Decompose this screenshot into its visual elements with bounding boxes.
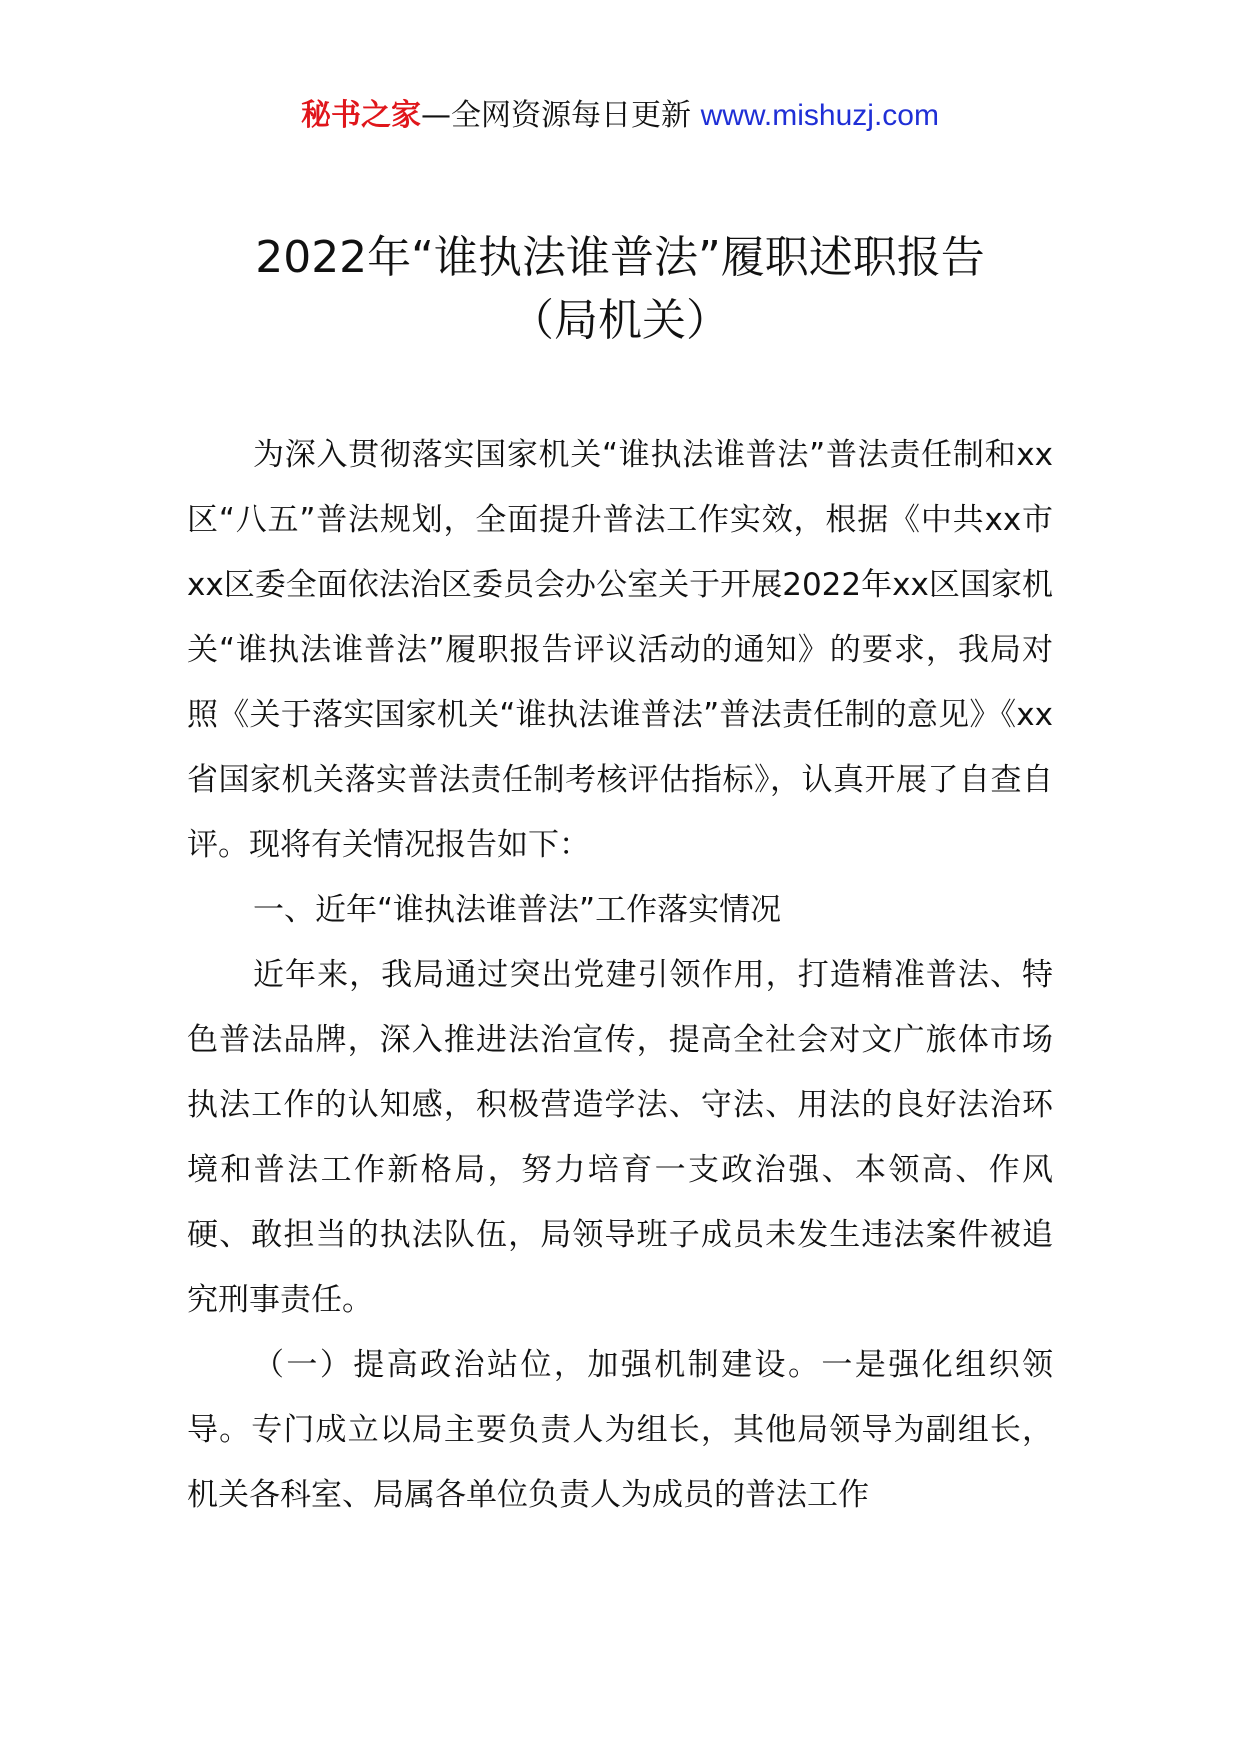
brand-name: 秘书之家 [301, 98, 422, 133]
document-body [187, 423, 1053, 1528]
site-header [0, 96, 1240, 136]
paragraph-subsection-1: （一）提高政治站位，加强机制建设。一是强化组织领导。专门成立以局主要负责人为组长，其他局领导为副组长，机关各科室、局属各单位负责人为成员的普法工作 [187, 1347, 1053, 1513]
title-line-1: 2022年“谁执法谁普法”履职述职报告 [255, 232, 985, 283]
paragraph-overview: 近年来，我局通过突出党建引领作用，打造精准普法、特色普法品牌，深入推进法治宣传，提高全社会对文广旅体市场执法工作的认知感，积极营造学法、守法、用法的良好法治环境和普法工作新格局，努力培育一支政治强、本领高、作风硬、敢担当的执法队伍，局领导班子成员未发生违法案件被追究刑事责任。 [187, 957, 1053, 1318]
title-line-2: （局机关） [510, 295, 730, 346]
site-url-link[interactable]: www.mishuzj.com [700, 99, 939, 132]
header-slogan: —全网资源每日更新 [421, 98, 701, 133]
section-heading-1: 一、近年“谁执法谁普法”工作落实情况 [253, 892, 782, 928]
paragraph-intro: 为深入贯彻落实国家机关“谁执法谁普法”普法责任制和xx区“八五”普法规划，全面提升普法工作实效，根据《中共xx市xx区委全面依法治区委员会办公室关于开展2022年xx区国家机关“谁执法谁普法”履职报告评议活动的通知》的要求，我局对照《关于落实国家机关“谁执法谁普法”普法责任制的意见》《xx省国家机关落实普法责任制考核评估指标》，认真开展了自查自评。现将有关情况报告如下： [187, 437, 1053, 863]
document-title [0, 226, 1240, 352]
